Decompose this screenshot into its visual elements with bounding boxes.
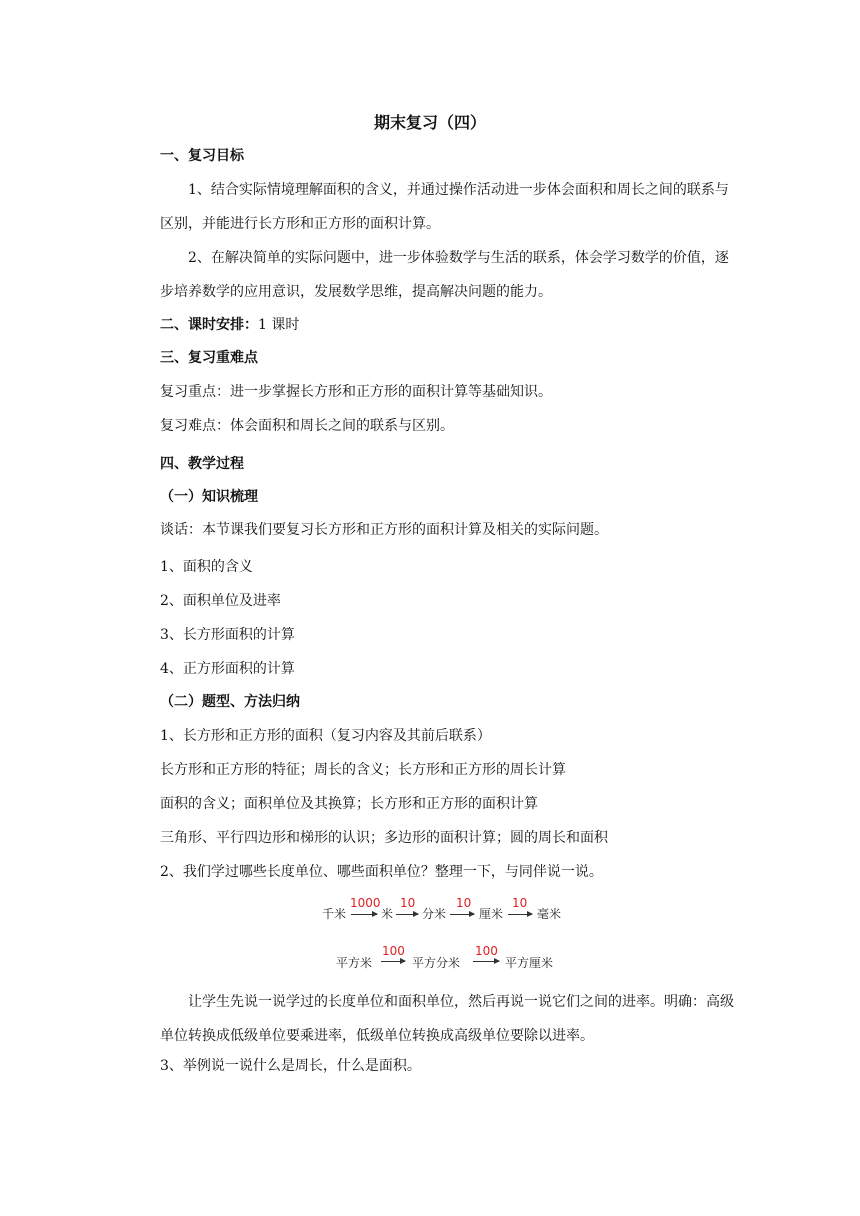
knowledge-item: 2、面积单位及进率 <box>160 593 281 609</box>
section-schedule <box>160 315 736 335</box>
length-unit-label: 厘米 <box>479 907 504 921</box>
section-heading-keypoints: 三、复习重难点 <box>160 350 258 366</box>
length-rate-label: 10 <box>400 896 416 910</box>
subsection-heading-methods: （二）题型、方法归纳 <box>160 694 300 710</box>
talk-text: 谈话：本节课我们要复习长方形和正方形的面积计算及相关的实际问题。 <box>160 522 608 538</box>
length-unit-label: 米 <box>381 907 394 921</box>
area-unit-label: 平方米 <box>336 956 373 970</box>
section-heading-schedule: 二、课时安排： <box>160 317 258 333</box>
method-line-1: 1、长方形和正方形的面积（复习内容及其前后联系） <box>160 728 491 744</box>
difficult-point-text: 复习难点：体会面积和周长之间的联系与区别。 <box>160 418 454 434</box>
knowledge-item: 4、正方形面积的计算 <box>160 661 295 677</box>
goal-paragraph-2: 2、在解决简单的实际问题中，进一步体验数学与生活的联系，体会学习数学的价值，逐步培养数学的应用意识，发展数学思维，提高解决问题的能力。 <box>160 250 729 300</box>
length-unit-label: 毫米 <box>537 907 562 921</box>
method-line-2: 长方形和正方形的特征；周长的含义；长方形和正方形的周长计算 <box>160 762 566 778</box>
area-unit-label: 平方厘米 <box>505 956 554 970</box>
knowledge-item: 1、面积的含义 <box>160 559 253 575</box>
knowledge-item: 3、长方形面积的计算 <box>160 627 295 643</box>
goal-paragraph-1: 1、结合实际情境理解面积的含义，并通过操作活动进一步体会面积和周长之间的联系与区别，并能进行长方形和正方形的面积计算。 <box>160 182 729 232</box>
subsection-heading-knowledge: （一）知识梳理 <box>160 489 258 505</box>
section-heading-goals: 一、复习目标 <box>160 148 244 164</box>
schedule-value: 1 课时 <box>258 317 300 333</box>
page-title: 期末复习（四） <box>373 113 486 132</box>
section-heading-process: 四、教学过程 <box>160 456 244 472</box>
arrow-icon <box>351 914 377 915</box>
key-point-text: 复习重点：进一步掌握长方形和正方形的面积计算等基础知识。 <box>160 384 552 400</box>
length-unit-label: 千米 <box>322 907 347 921</box>
arrow-icon <box>508 914 532 915</box>
method-line-5: 2、我们学过哪些长度单位、哪些面积单位？整理一下，与同伴说一说。 <box>160 864 603 880</box>
area-rate-label: 100 <box>475 944 498 958</box>
perimeter-area-question: 3、举例说一说什么是周长，什么是面积。 <box>160 1058 421 1074</box>
area-unit-label: 平方分米 <box>412 956 461 970</box>
arrow-icon <box>396 914 418 915</box>
arrow-icon <box>381 961 405 962</box>
area-rate-label: 100 <box>382 944 405 958</box>
method-line-3: 面积的含义；面积单位及其换算；长方形和正方形的面积计算 <box>160 796 538 812</box>
length-rate-label: 10 <box>456 896 472 910</box>
length-unit-label: 分米 <box>422 907 447 921</box>
arrow-icon <box>473 961 499 962</box>
length-rate-label: 10 <box>512 896 528 910</box>
rates-explanation: 让学生先说一说学过的长度单位和面积单位，然后再说一说它们之间的进率。明确：高级单位转换成低级单位要乘进率，低级单位转换成高级单位要除以进率。 <box>160 994 734 1044</box>
arrow-icon <box>450 914 474 915</box>
length-rate-label: 1000 <box>350 896 381 910</box>
method-line-4: 三角形、平行四边形和梯形的认识；多边形的面积计算；圆的周长和面积 <box>160 830 608 846</box>
